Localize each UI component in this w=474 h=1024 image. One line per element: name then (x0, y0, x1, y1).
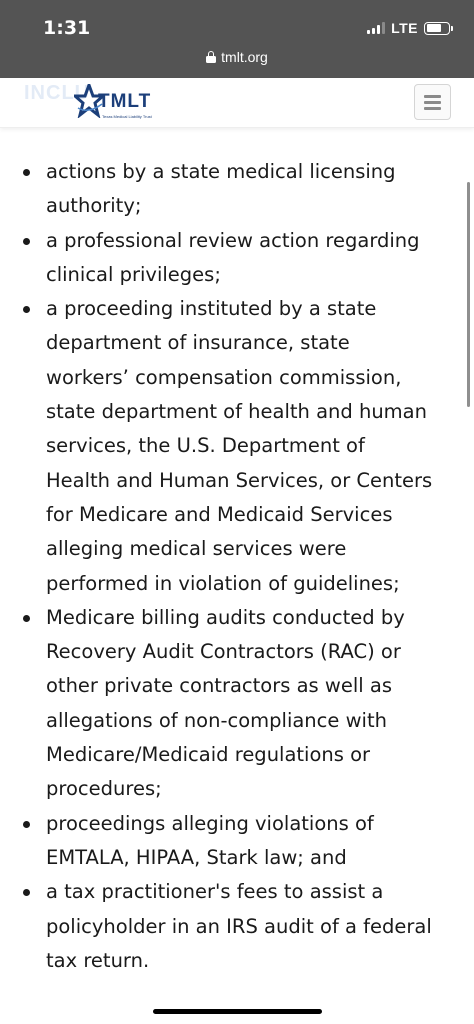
main-content (0, 155, 474, 978)
list-item: actions by a state medical licensing authority; (46, 155, 434, 224)
status-indicators (367, 19, 450, 37)
menu-bar-icon (424, 107, 441, 110)
site-header (0, 78, 474, 128)
background-heading-fragment: INCLU (24, 82, 91, 104)
tmlt-logo[interactable] (74, 84, 164, 122)
list-item: proceedings alleging violations of EMTALA, HIPAA, Stark law; and (46, 807, 434, 876)
logo-tagline: Texas Medical Liability Trust (102, 114, 152, 119)
hamburger-menu-button[interactable] (414, 84, 451, 120)
vertical-scrollbar[interactable] (467, 182, 470, 407)
status-time: 1:31 (43, 17, 91, 39)
cellular-signal-icon (367, 22, 385, 34)
list-item: a tax practitioner's fees to assist a policyholder in an IRS audit of a federal tax return. (46, 875, 434, 978)
address-bar[interactable] (0, 49, 474, 65)
logo-text: TMLT (98, 91, 152, 112)
status-bar (0, 0, 474, 78)
list-item: a proceeding instituted by a state department of insurance, state workers’ compensation commission, state department of health and human services, the U.S. Department of Health and Human Services, or Centers for Medicare and Medicaid Services alleging medical services were performed in violation of guidelines; (46, 292, 434, 601)
list-item: a professional review action regarding clinical privileges; (46, 224, 434, 293)
home-indicator[interactable] (153, 1009, 322, 1014)
menu-bar-icon (424, 95, 441, 98)
battery-icon (424, 22, 450, 35)
url-text: tmlt.org (221, 49, 268, 65)
network-type: LTE (391, 20, 418, 36)
lock-icon (206, 51, 216, 63)
menu-bar-icon (424, 101, 441, 104)
coverage-list (0, 155, 474, 978)
list-item: Medicare billing audits conducted by Recovery Audit Contractors (RAC) or other private contractors as well as allegations of non-compliance with Medicare/Medicaid regulations or procedures; (46, 601, 434, 807)
